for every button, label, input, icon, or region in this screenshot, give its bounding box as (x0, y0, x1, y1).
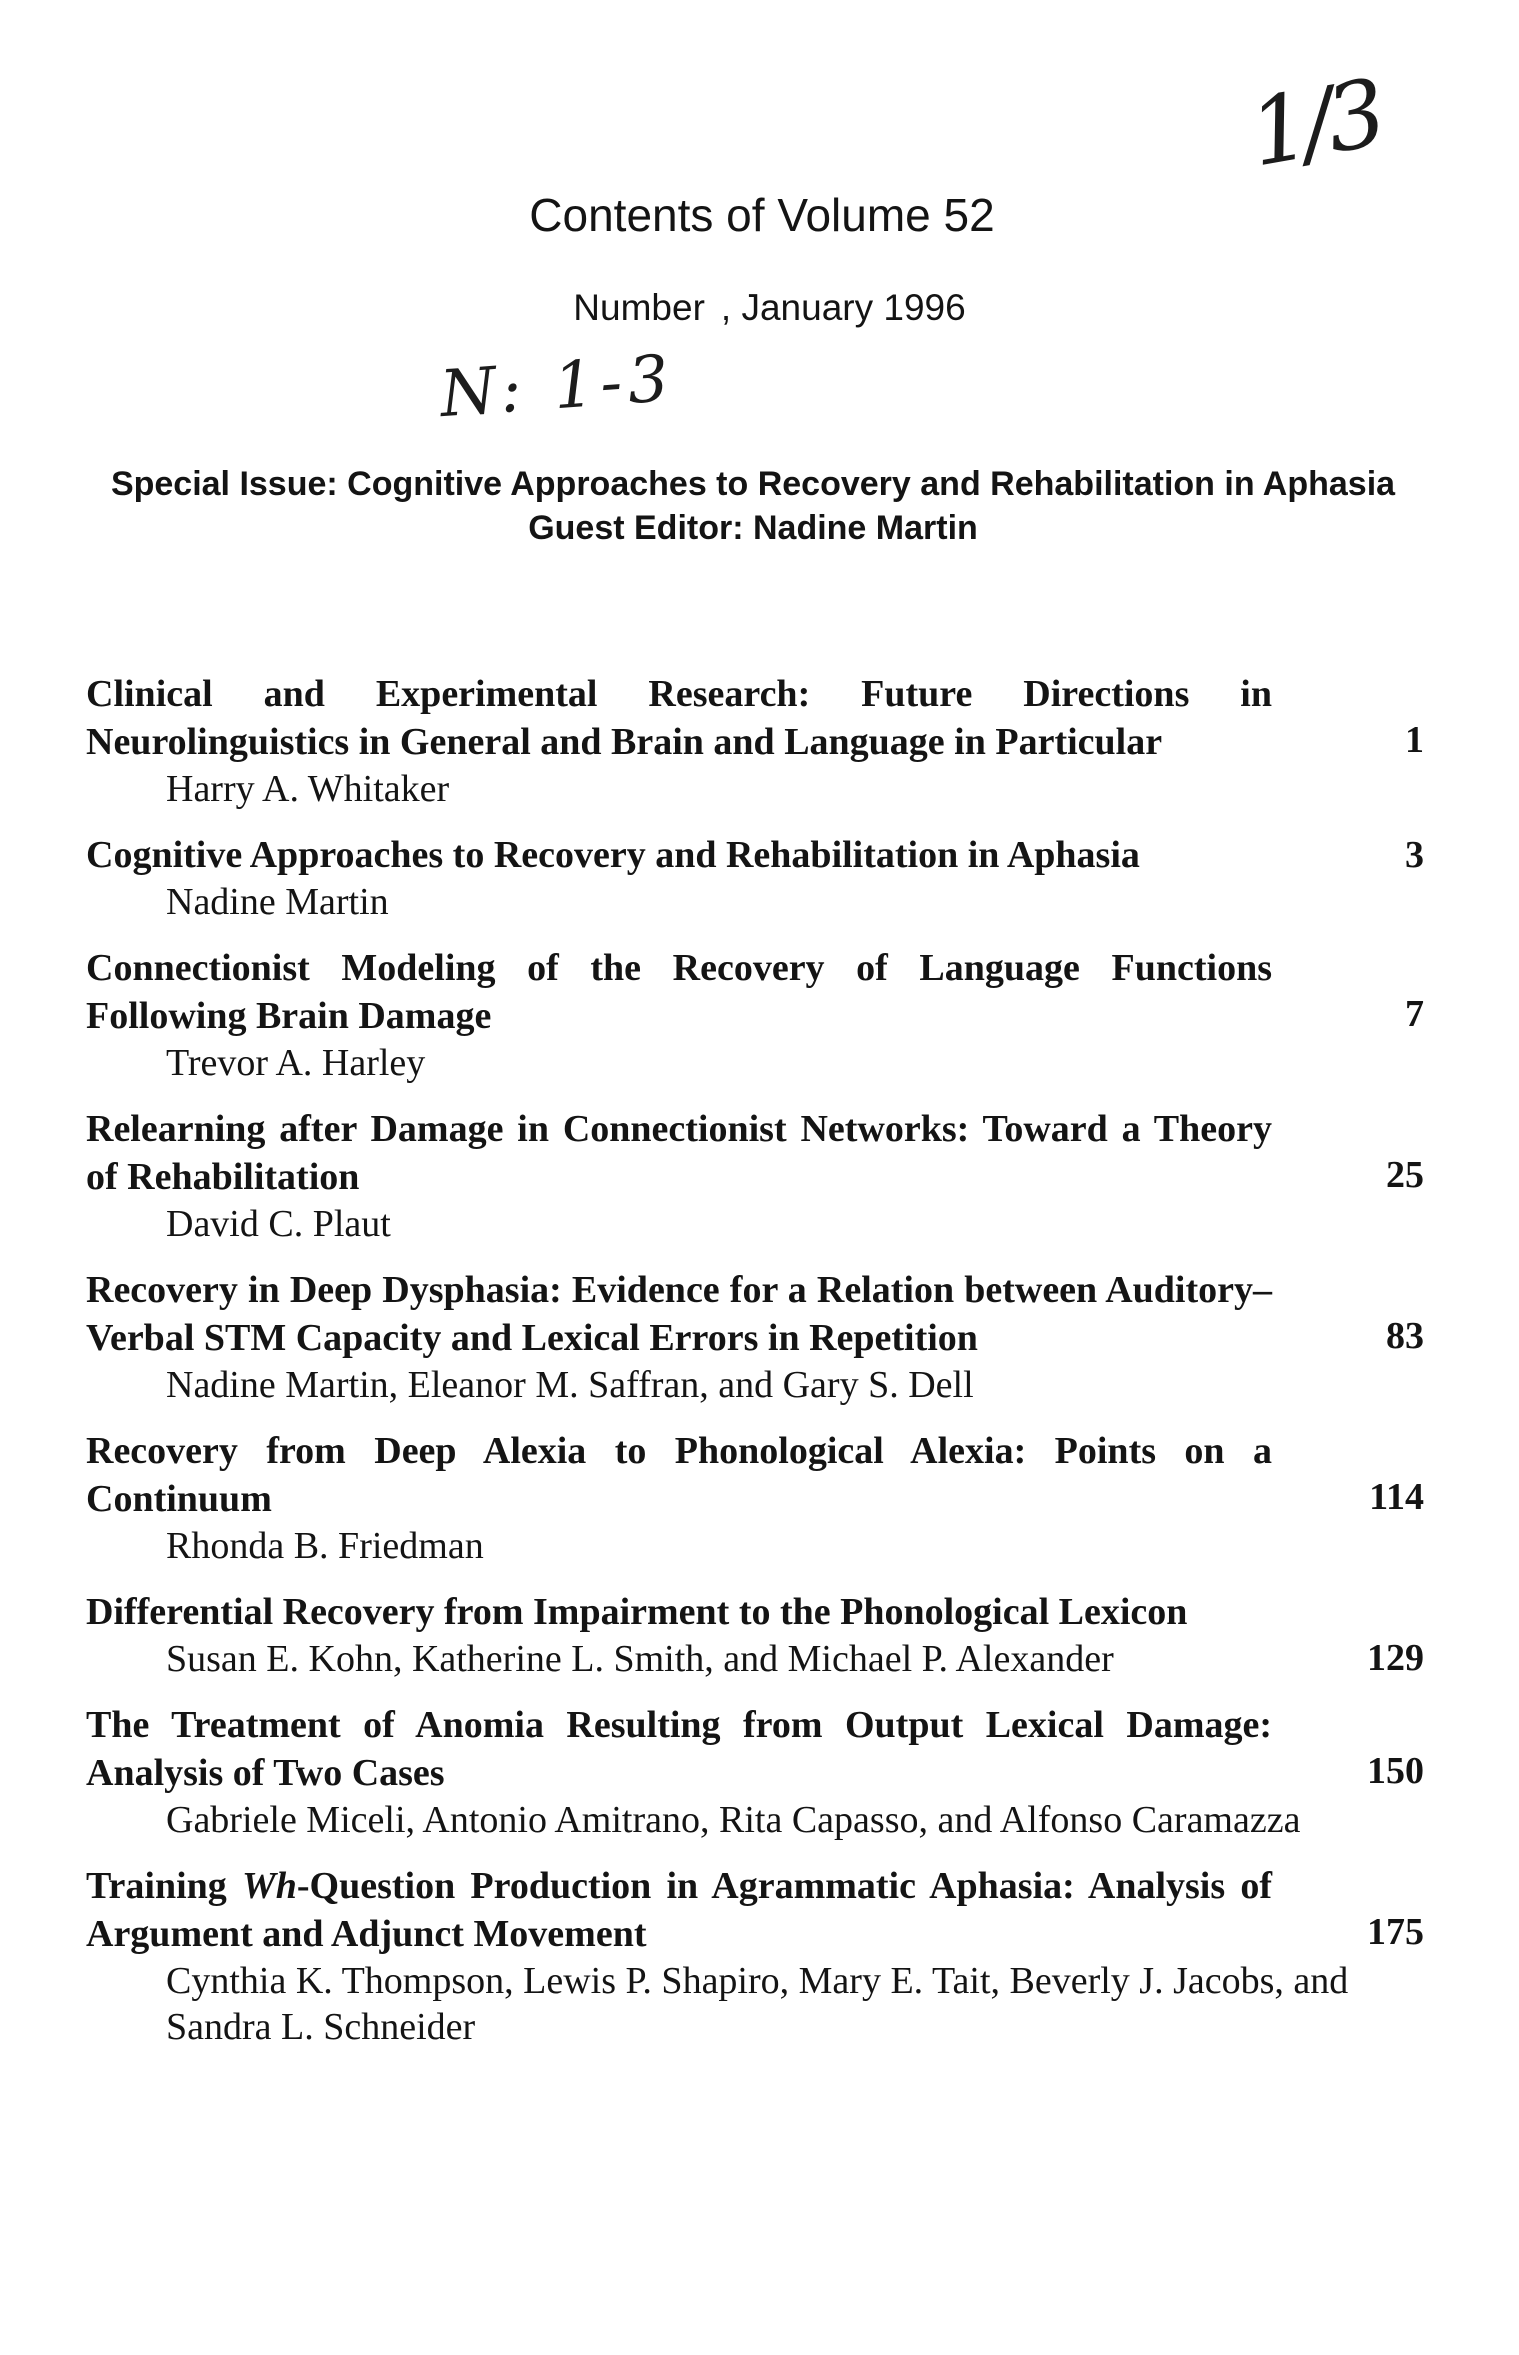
article-authors: Gabriele Miceli, Antonio Amitrano, Rita Capasso, and Alfonso Caramazza (166, 1799, 1301, 1841)
article-title: Recovery in Deep Dysphasia: Evidence for a Relation between Auditory–Verbal STM Capacity and Lexical Errors in Repetition (86, 1269, 1272, 1359)
article-authors: Cynthia K. Thompson, Lewis P. Shapiro, Mary E. Tait, Beverly J. Jacobs, and Sandra L. Schneider (166, 1960, 1349, 2048)
guest-editor: Guest Editor: Nadine Martin (528, 509, 978, 547)
toc-entry (86, 831, 1424, 925)
page-number: 83 (1386, 1315, 1424, 1357)
toc-entry (86, 670, 1424, 812)
number-label: Number (573, 287, 705, 328)
table-of-contents (86, 670, 1424, 2069)
toc-entry (86, 944, 1424, 1086)
toc-entry (86, 1427, 1424, 1569)
page-number: 175 (1367, 1911, 1424, 1953)
article-title: Differential Recovery from Impairment to the Phonological Lexicon (86, 1591, 1188, 1633)
article-title: Recovery from Deep Alexia to Phonological Alexia: Points on a Continuum (86, 1430, 1272, 1520)
issue-number-line (0, 287, 1519, 329)
page-title: Contents of Volume 52 (529, 189, 995, 241)
article-title: Training Wh-Question Production in Agrammatic Aphasia: Analysis of Argument and Adjunct Movement (86, 1865, 1272, 1955)
article-authors: Rhonda B. Friedman (166, 1525, 484, 1567)
page-number: 7 (1405, 993, 1424, 1035)
article-authors: Trevor A. Harley (166, 1042, 426, 1084)
handwritten-issue-mark: N: 1-3 (437, 341, 677, 433)
article-title: Cognitive Approaches to Recovery and Rehabilitation in Aphasia (86, 834, 1140, 876)
issue-date: , January 1996 (720, 287, 966, 328)
special-issue-title: Special Issue: Cognitive Approaches to Recovery and Rehabilitation in Aphasia (110, 465, 1396, 503)
page-number: 129 (1367, 1637, 1424, 1679)
article-title: Clinical and Experimental Research: Future Directions in Neurolinguistics in General and Brain and Language in Particular (86, 673, 1272, 763)
page-number: 114 (1369, 1476, 1424, 1518)
article-authors: Susan E. Kohn, Katherine L. Smith, and Michael P. Alexander (166, 1638, 1114, 1680)
toc-entry (86, 1266, 1424, 1408)
page-number: 150 (1367, 1750, 1424, 1792)
article-authors: Nadine Martin (166, 881, 389, 923)
page-number: 1 (1405, 719, 1424, 761)
toc-entry (86, 1701, 1424, 1843)
toc-entry (86, 1588, 1424, 1682)
toc-entry (86, 1105, 1424, 1247)
article-authors: David C. Plaut (166, 1203, 391, 1245)
article-title: Connectionist Modeling of the Recovery of Language Functions Following Brain Damage (86, 947, 1272, 1037)
article-title: Relearning after Damage in Connectionist Networks: Toward a Theory of Rehabilitation (86, 1108, 1272, 1198)
page-number: 25 (1386, 1154, 1424, 1196)
article-title: The Treatment of Anomia Resulting from Output Lexical Damage: Analysis of Two Cases (86, 1704, 1272, 1794)
page-number: 3 (1405, 834, 1424, 876)
handwritten-volume-mark: 1/3 (1241, 59, 1389, 188)
article-authors: Nadine Martin, Eleanor M. Saffran, and Gary S. Dell (166, 1364, 974, 1406)
article-authors: Harry A. Whitaker (166, 768, 450, 810)
special-issue-heading (78, 462, 1428, 550)
toc-entry (86, 1862, 1424, 2050)
